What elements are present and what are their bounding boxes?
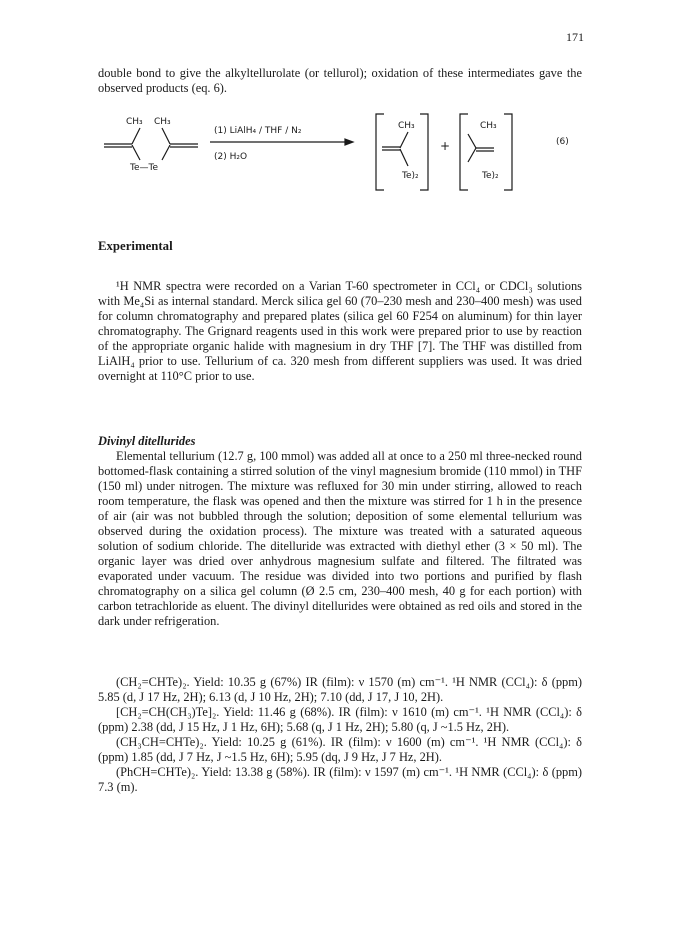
compound-entry: (PhCH=CHTe)₂. Yield: 13.38 g (58%). IR (film): ν 1597 (m) cm⁻¹. ¹H NMR (CCl₄): δ (ppm) 7.3 (m). xyxy=(98,765,582,794)
reagent-step-2: (2) H₂O xyxy=(214,152,248,162)
plus-sign: + xyxy=(440,139,451,153)
product2-methyl: CH₃ xyxy=(480,121,497,131)
compound-entry: (CH₃CH=CHTe)₂. Yield: 10.25 g (61%). IR (film): ν 1600 (m) cm⁻¹. ¹H NMR (CCl₄): δ (ppm) 1.85 (dd, J 7 Hz, J ~1.5 Hz, 6H); 5.95 (dq, J 9 Hz, J 7 Hz, 2H). xyxy=(98,735,582,764)
intro-paragraph: double bond to give the alkyltellurolate (or tellurol); oxidation of these intermediates gave the observed products (eq. 6). xyxy=(98,66,582,95)
left-tellurium-bond: Te—Te xyxy=(130,163,159,173)
left-methyl-2: CH₃ xyxy=(154,117,171,127)
product2-tellurium: Te)₂ xyxy=(482,171,499,181)
compound-list xyxy=(98,675,582,795)
experimental-paragraph: ¹H NMR spectra were recorded on a Varian T-60 spectrometer in CCl₄ or CDCl₃ solutions with Me₄Si as internal standard. Merck silica gel 60 (70–230 mesh and 230–400 mesh) was used for column chromatography and prepared plates (silica gel 60 F254 on aluminum) for thin layer chromatography. The Grignard reagents used in this work were prepared prior to use by reaction of the appropriate organic halide with magnesium in dry THF [7]. The THF was distilled from LiAlH₄ prior to use. Tellurium of ca. 320 mesh from different suppliers was used. It was dried overnight at 110°C prior to use. xyxy=(98,279,582,383)
product1-methyl: CH₃ xyxy=(398,121,415,131)
reagent-step-1: (1) LiAlH₄ / THF / N₂ xyxy=(214,126,302,136)
page-number: 171 xyxy=(566,30,584,44)
equation-label: (6) xyxy=(556,137,569,147)
experimental-heading: Experimental xyxy=(98,239,173,253)
divinyl-procedure-paragraph: Elemental tellurium (12.7 g, 100 mmol) was added all at once to a 250 ml three-necked round bottomed-flask containing a stirred solution of the vinyl magnesium bromide (110 mmol) in THF (150 ml) under nitrogen. The mixture was refluxed for 30 min under stirring, allowed to reach room temperature, the flask was opened and then the mixture was stirred for 1 h in the presence of air (air was not bubbled through the solution; deposition of some elemental tellurium was observed during the oxidation process). The mixture was treated with a saturated aqueous solution of sodium chloride. The ditelluride was extracted with diethyl ether (3 × 50 ml). The organic layer was dried over anhydrous magnesium sulfate and filtered. The filtrated was evaporated under vacuum. The residue was divided into two portions and purified by flash chromatography on a silica gel column (Ø 2.5 cm, 230–400 mesh, 40 g for each portion) with carbon tetrachloride as eluent. The divinyl ditellurides were obtained as red oils and stored in the dark under refrigeration. xyxy=(98,449,582,628)
product1-tellurium: Te)₂ xyxy=(402,171,419,181)
left-vinyl-2 xyxy=(162,128,170,144)
product1-bracket-right xyxy=(420,114,428,190)
left-methyl-1: CH₃ xyxy=(126,117,143,127)
divinyl-heading: Divinyl ditellurides xyxy=(98,434,196,448)
reaction-scheme xyxy=(90,104,590,200)
compound-entry: [CH₂=CH(CH₃)Te]₂. Yield: 11.46 g (68%). IR (film): ν 1610 (m) cm⁻¹. ¹H NMR (CCl₄): δ (ppm) 2.38 (dd, J 15 Hz, J 1 Hz, 6H); 5.68 (q, J 1 Hz, 2H); 5.80 (q, J ~1.5 Hz, 2H). xyxy=(98,705,582,734)
compound-entry: (CH₂=CHTe)₂. Yield: 10.35 g (67%) IR (film): ν 1570 (m) cm⁻¹. ¹H NMR (CCl₄): δ (ppm) 5.85 (d, J 17 Hz, 2H); 6.13 (d, J 10 Hz, 2H); 7.10 (dd, J 17, J 10, 2H). xyxy=(98,675,582,704)
product2-bracket-right xyxy=(504,114,512,190)
product2-bracket-left xyxy=(460,114,468,190)
product1-bracket-left xyxy=(376,114,384,190)
